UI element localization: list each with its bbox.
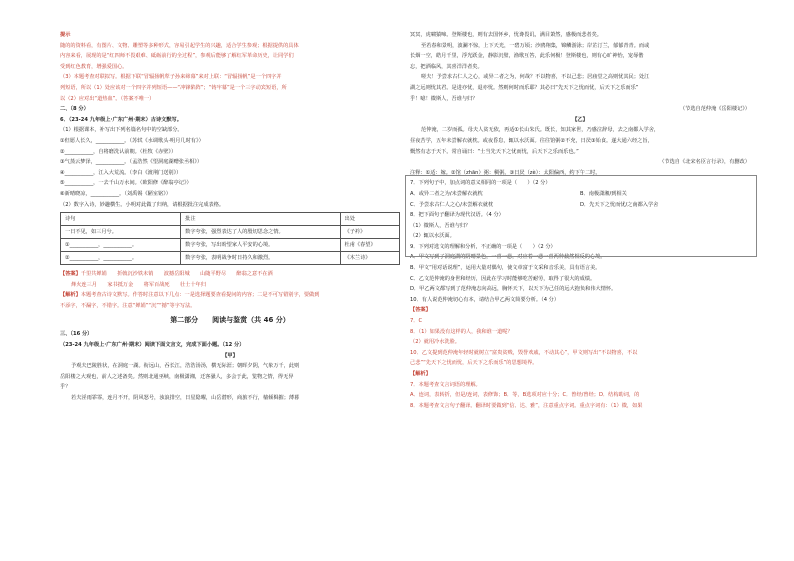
option: A．或异二者之为/未尝解衣就枕	[410, 190, 483, 197]
table-cell: 《木兰诗》	[340, 252, 399, 265]
passage-line: 乎！噫！微斯人，吾谁与归？	[410, 95, 478, 102]
poem-table	[60, 212, 400, 265]
analysis-label: 【解析】	[60, 292, 81, 299]
table-header: 出处	[340, 213, 399, 226]
question-9: 9．下列对选文的理解和分析，不正确的一项是（ ）（2 分）	[410, 243, 556, 250]
table-header: 批注	[181, 213, 340, 226]
answer-label: 【答案】	[60, 271, 81, 278]
tip-line: 以（2）应对出“道热血”。（答案不唯一）	[60, 95, 155, 102]
passage-line: 至若春和景明，波澜不惊，上下天光，一碧万顷；沙鸥翔集，锦鳞游泳；岸芷汀兰，郁郁青青。而或	[421, 42, 650, 49]
fill-line: ④___________，江入大荒流。（李白《渡荆门送别》）	[60, 169, 182, 176]
question-10: 10．有人说范仲淹切心有本，请结合甲乙两文简要分析。（4 分）	[410, 296, 560, 303]
question-6-sub2: （2）数字入诗，妙趣横生。小明对此做了归纳，请根据批注完成表格。	[60, 201, 225, 208]
table-header-row	[61, 213, 400, 226]
passage-line: 慨然有志于天下。常自诵曰：“士当先天下之忧而忧，后天下之乐而乐也。”	[410, 148, 579, 155]
question-3-title: （23-24 九年级上·广东广州·期末）阅读下面文言文，完成下面小题。（12 分）	[60, 342, 245, 349]
source-note: （节选自《北宋名臣言行录》，有删改）	[659, 159, 750, 166]
option: B．南极潇湘/到相关	[580, 190, 627, 197]
table-cell: 一日不见，如三月兮。	[61, 226, 181, 239]
q8-item: （1）微斯人，吾谁与归？	[410, 222, 471, 229]
fill-line: ①但愿人长久，___________。（苏轼《水调歌头·明月几时有》）	[60, 137, 204, 144]
analysis-line: 8．本题考查文言句子翻译。翻译时要做到“信、达、雅”，注意重点字词。重点字词有：（1）微，如果	[410, 402, 643, 409]
table-cell: 《子衿》	[340, 226, 399, 239]
table-cell: 数字夸张，表明战争时日持久和激烈。	[181, 252, 340, 265]
question-6-sub1: （1）根据课本，补写出下列名篇名句中的空缺部分。	[60, 127, 183, 134]
table-row	[61, 239, 400, 252]
table-header: 诗句	[61, 213, 181, 226]
notes: 注释：①适：嫁。②馆（zhān）粥：稠粥。③日昃（zè）：太阳偏西，约下午二时。	[410, 169, 601, 176]
tip-line: 列短语，所以（1）处应该对一个四字并列短语——“冲锋陷阵”；“铸牢幕”是一个三字动宾短语，所	[60, 84, 287, 91]
fill-line: ⑥新晴晓凉，___________。（刘禹锡《陋室铭》）	[60, 190, 171, 197]
analysis-text: 本题考查古诗文默写。作答时注意以下几点：一是选择题要查看提问的内容；二是不可写错别字，要做到	[80, 292, 320, 299]
analysis-text: 不添字，不漏字，不错字。注意“婵娟”“沉”“撼”等字写法。	[60, 302, 196, 309]
answer-label: 【答案】	[410, 307, 431, 314]
answer-line: 7．C	[410, 318, 423, 325]
part-title: 第二部分 阅读与鉴赏（共 46 分）	[170, 316, 290, 325]
tip-title: 提示	[60, 32, 71, 38]
question-6-title: 6．（23-24 九年级上·广东广州·期末）古诗文默写。	[60, 116, 182, 123]
answer-line: 己悲”“先天下之忧而忧，后天下之乐而乐”的思想境界。	[410, 360, 538, 367]
question-7: 7．下列句子中，加点词的意义相同的一项是（ ）（2 分）	[410, 180, 551, 187]
table-row	[61, 252, 400, 265]
analysis-line: A．连词，表转折，但是/连词，表修饰；B．等，B选项对应十分；C．曾经/曾经；D．结构助词，的	[410, 392, 640, 399]
q8-item: （2）辄以水沃面。	[410, 233, 455, 240]
passage-line: 岳阳楼之大观也，前人之述备矣。然则北通巫峡，南极潇湘，迁客骚人，多会于此，览物之情，得无异	[60, 373, 294, 380]
answer-text: 烽火连三月 家书抵万金 将军百战死 壮士十年归	[71, 281, 206, 288]
source-note: （节选自范仲淹《岳阳楼记》）	[679, 106, 750, 113]
passage-line: 长烟一空，皓月千里，浮光跃金，静影沉璧，渔歌互答，此乐何极！登斯楼也，则有心旷神怡，宠辱偕	[410, 53, 644, 60]
tip-line: （3）本题考查对联拟写。根据下联“冒辐扬帆犁子孙来筛幕”来对上联：“冒辐扬帆”是一个四字并	[60, 74, 282, 81]
passage-line: 湖之远则忧其君。是进亦忧，退亦忧。然则何时而乐耶？其必曰“先天下之忧而忧，后天下之乐而乐”	[410, 84, 639, 91]
tip-line: 随的的资料看，有图片、文物、雕塑等多种形式，容易引起学生的兴趣，适合学生参观；根据提供的具体	[60, 42, 299, 49]
option: D．先天下之忧而忧/之南都入学舍	[580, 201, 659, 208]
passage-line: 若夫淫雨霏霏，连月不开，阴风怒号，浊浪排空，日星隐曜，山岳潜形，商旅不行，樯倾楫摧；薄暮	[71, 395, 300, 402]
passage-line: 昼夜苦学，五年未尝解衣就枕。或夜昏怠，辄以水沃面。往往馆粥②不充，日昃③始食。遂大通六经之旨，	[410, 137, 653, 144]
question-8: 8．把下面句子翻译为现代汉语。（4 分）	[410, 212, 504, 219]
tip-line: 受到红色教育，增强爱国心。	[60, 63, 128, 70]
option: A．甲文写到了洞庭湖的阴晴景色，一喜一悲，对应着一悲一喜两种截然相反的心境。	[410, 254, 606, 261]
passage-line: 冥冥，虎啸猿啼。登斯楼也，则有去国怀乡，忧谗畏讥，满目萧然，感极而悲者矣。	[410, 32, 602, 38]
passage-label: 【甲】	[222, 352, 238, 359]
passage-line: 忘，把酒临风，其喜洋洋者矣。	[410, 63, 483, 70]
fill-line: ③气蒸云梦泽，___________。（孟浩然《望洞庭湖赠张丞相》）	[60, 159, 203, 166]
option: C．予尝求古仁人之心/未尝解衣就枕	[410, 201, 494, 208]
answer-line: 10．乙文提到范仲淹年轻时就树立“富贵贫贱，毁誉欢戚，不动其心”，甲文则写出“不以物喜，不以	[410, 349, 638, 356]
option: B．甲文“用对话说理”，运用大量对偶句，使文章富于文采和音乐美，具有语言美。	[410, 265, 601, 272]
option: C．乙文范仲淹的身世和经历，因此在学习时能够吃苦耐劳，取得了很大的成绩。	[410, 275, 596, 282]
analysis-line: 7．本题考查文言词语的理解。	[410, 381, 481, 388]
section-number: 二、（8 分）	[60, 106, 89, 113]
left-column	[60, 30, 400, 404]
passage-label: 【乙】	[572, 116, 588, 123]
answer-line: （2）就用冷水洗脸。	[410, 339, 460, 346]
analysis-label: 【解析】	[410, 371, 431, 377]
answer-line: 8．（1）如果没有这样的人，我和谁一道呢？	[410, 328, 513, 335]
table-cell: 数字夸张，强烈表达了人的殷切思念之情。	[181, 226, 340, 239]
passage-line: 予观夫巴陵胜状，在洞庭一湖。衔远山，吞长江，浩浩汤汤，横无际涯；朝晖夕阴，气象万千，此则	[71, 363, 300, 370]
fill-line: ⑤___________，一去千山万水间。（欧阳修《醉翁亭记》）	[60, 180, 192, 187]
option: D．甲乙两文都写到了范仲淹志向高远，胸怀天下，以天下为己任的远大抱负和伟大情怀。	[410, 286, 617, 293]
answer-text: 千里共婵娟 折戟沉沙铁未销 波撼岳阳城 山随平野尽 醉翁之意不在酒	[80, 271, 273, 278]
passage-line: 范仲淹，二岁而孤。母夫人贫无依，再适①长山朱氏。既长，知其家世，乃感泣辞母，去之南都入学舍，	[421, 127, 660, 134]
table-cell: ①___________，___________。	[61, 239, 181, 252]
passage-line: 乎？	[60, 384, 71, 391]
tip-line: 内容来看，展现的是“红四师不畏艰难、砥砺前行的全过程”，参观后能够了解红军革命历史，让同学们	[60, 53, 294, 60]
section-number: 三、（16 分）	[60, 331, 93, 338]
passage-line: 嗟夫！予尝求古仁人之心，或异二者之为，何哉？不以物喜，不以己悲；居庙堂之高则忧其民；处江	[421, 74, 650, 81]
table-cell: 数字夸张，写出盼望家人平安的心境。	[181, 239, 340, 252]
table-cell: 杜甫《春望》	[340, 239, 399, 252]
fill-line: ②___________，自将磨洗认前朝。（杜牧《赤壁》）	[60, 148, 177, 155]
passage-box	[405, 175, 757, 257]
table-row	[61, 226, 400, 239]
table-cell: ②___________，___________。	[61, 252, 181, 265]
